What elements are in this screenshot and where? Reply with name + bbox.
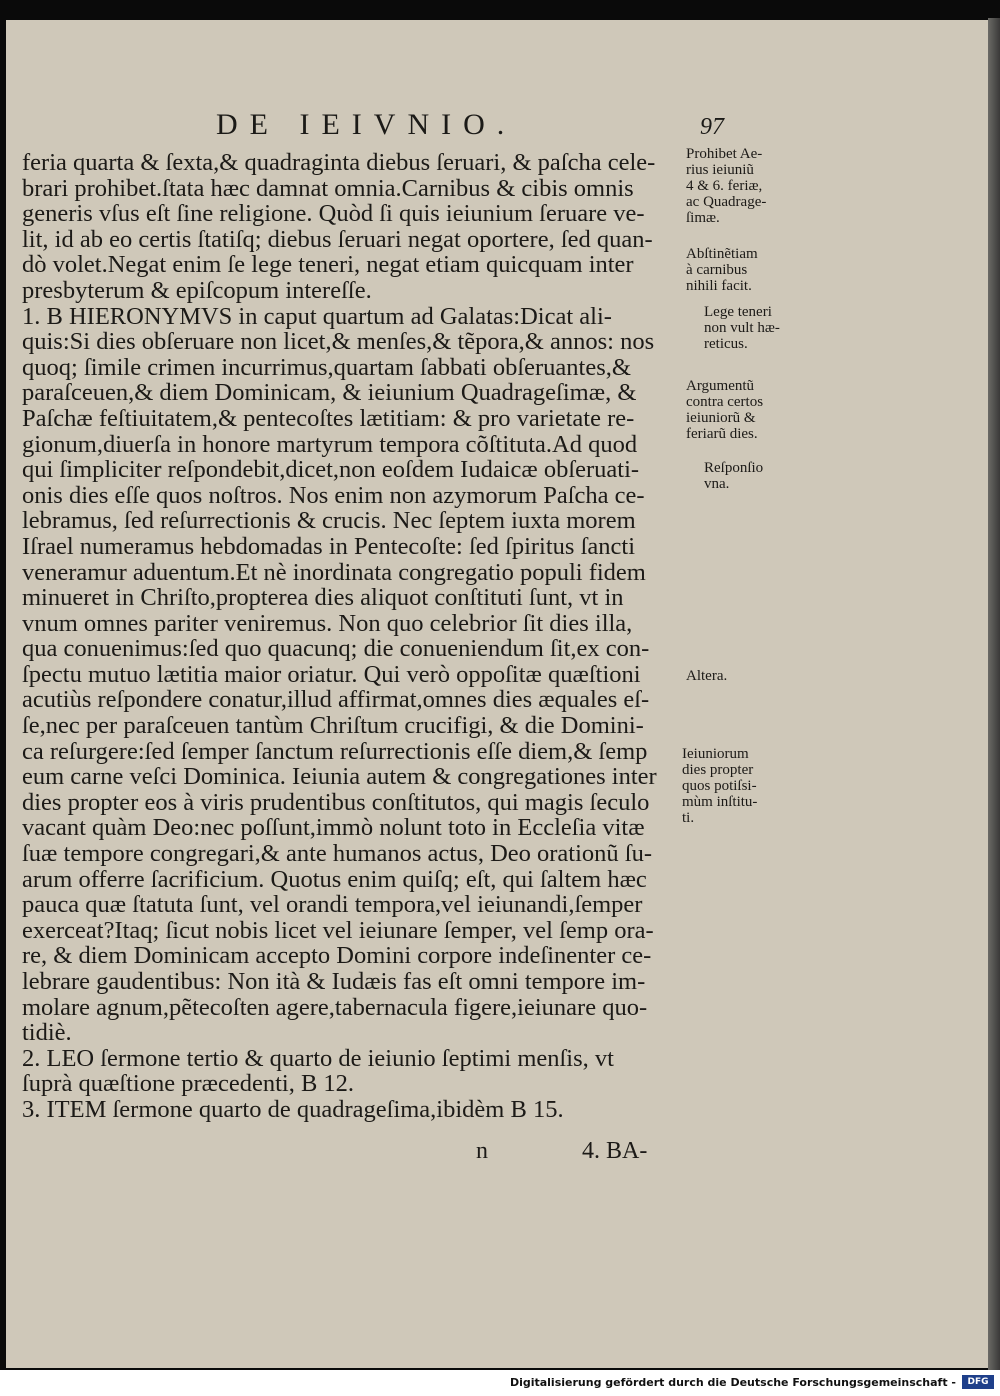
text-line: lebramus, ſed reſurrectionis & crucis. Nec ſeptem iuxta morem	[22, 508, 636, 534]
margin-note-line: ti.	[682, 810, 695, 826]
text-line: generis vſus eſt ſine religione. Quòd ſi quis ieiunium ſeruare ve-	[22, 201, 645, 227]
margin-note-line: Abſtinẽtiam	[686, 246, 758, 262]
book-page	[6, 20, 988, 1368]
text-line: ca reſurgere:ſed ſemper ſanctum reſurrectionis eſſe diem,& ſemp	[22, 738, 648, 765]
page-edge-shadow	[988, 18, 1000, 1370]
margin-note-aerius	[686, 146, 796, 226]
margin-note-line: Reſponſio	[704, 460, 764, 476]
text-line: brari prohibet.ſtata hæc damnat omnia.Carnibus & cibis omnis	[22, 175, 634, 202]
text-line: exerceat?Itaq; ſicut nobis licet vel ieiunare ſemper, vel ſemp ora-	[22, 917, 654, 944]
text-line: Iſrael numeramus hebdomadas in Pentecoſte: ſed ſpiritus ſancti	[22, 533, 636, 560]
margin-note-line: reticus.	[704, 336, 748, 352]
margin-note-line: à carnibus	[686, 262, 748, 278]
text-line: minueret in Chriſto,propterea dies aliquot conſtituti ſunt, vt in	[22, 585, 624, 611]
page-foot	[6, 1138, 988, 1168]
text-line: onis dies eſſe quos noſtros. Nos enim non azymorum Paſcha ce-	[22, 482, 645, 509]
text-line: gionum,diuerſa in honore martyrum tempora cõſtituta.Ad quod	[22, 431, 638, 458]
margin-note-line: ſimæ.	[686, 210, 720, 226]
margin-note-line: dies propter	[682, 762, 754, 778]
text-line: qua conuenimus:ſed quo quacunq; die conueniendum ſit,ex con-	[22, 636, 650, 662]
margin-note-line: Lege teneri	[704, 304, 772, 320]
margin-note-ieiuniorum	[682, 746, 792, 826]
margin-note-line: Argumentũ	[686, 378, 755, 394]
margin-note-line: vna.	[704, 476, 730, 492]
margin-note-line: mùm inſtitu-	[682, 794, 758, 810]
margin-note-line: ac Quadrage-	[686, 194, 767, 210]
margin-note-line: contra certos	[686, 394, 764, 410]
margin-note-line: Altera.	[686, 668, 728, 684]
margin-note-line: nihili facit.	[686, 278, 752, 294]
margin-note-line: feriarũ dies.	[686, 426, 758, 442]
text-line: qui ſimpliciter reſpondebit,dicet,non eoſdem Iudaicæ obſeruati-	[22, 457, 640, 483]
text-line: dies propter eos à viris prudentibus conſtitutos, qui magis ſeculo	[22, 789, 650, 816]
text-line: pauca quæ ſtatuta ſunt, vel orandi tempora,vel ieiunandi,ſemper	[22, 892, 643, 918]
margin-note-line: rius ieiuniũ	[686, 162, 754, 178]
margin-note-line: ieiuniorũ &	[686, 410, 756, 426]
page-header	[6, 108, 988, 148]
text-line: quis:Si dies obſeruare non licet,& menſes,& tẽpora,& annos: nos	[22, 329, 655, 355]
text-line: quoq; ſimile crimen incurrimus,quartam ſabbati obſeruantes,&	[22, 354, 631, 381]
main-text-block	[22, 150, 692, 1123]
text-line: re, & diem Dominicam accepto Domini corpore indeſinenter ce-	[22, 943, 652, 969]
margin-note-line: Prohibet Ae-	[686, 146, 763, 162]
text-line: Paſchæ feſtiuitatem,& pentecoſtes lætitiam: & pro varietate re-	[22, 405, 635, 432]
margin-note-abstinentia	[686, 246, 796, 294]
text-line: molare agnum,pẽtecoſten agere,tabernacula figere,ieiunare quo-	[22, 994, 648, 1021]
text-line: feria quarta & ſexta,& quadraginta diebus ſeruari, & paſcha cele-	[22, 150, 656, 176]
text-line: paraſceuen,& diem Dominicam, & ieiunium Quadrageſimæ, &	[22, 380, 637, 406]
text-line: 1. B HIERONYMVS in caput quartum ad Galatas:Dicat ali-	[22, 303, 612, 330]
page-number: 97	[700, 114, 724, 140]
text-line: ſe,nec per paraſceuen tantùm Chriſtum crucifigi, & die Domini-	[22, 713, 644, 739]
text-line: ſuæ tempore congregari,& ante humanos actus, Deo orationũ ſu-	[22, 841, 653, 867]
text-line: ſpectu mutuo lætitia maior oriatur. Qui verò oppoſitæ quæſtioni	[22, 661, 641, 688]
catchword: 4. BA-	[582, 1138, 648, 1164]
text-line: ſuprà quæſtione præcedenti, B 12.	[22, 1071, 355, 1097]
text-line: 2. LEO ſermone tertio & quarto de ieiunio ſeptimi menſis, vt	[22, 1045, 614, 1072]
text-line: vacant quàm Deo:nec poſſunt,immò nolunt toto in Eccleſia vitæ	[22, 815, 645, 842]
margin-note-line: 4 & 6. feriæ,	[686, 178, 763, 194]
text-line: eum carne veſci Dominica. Ieiunia autem & congregationes inter	[22, 764, 657, 790]
margin-note-line: non vult hæ-	[704, 320, 780, 336]
margin-note-altera	[686, 668, 796, 684]
digitization-footer	[0, 1370, 1000, 1396]
running-title: DE IEIVNIO.	[216, 108, 517, 141]
text-line: tidiè.	[22, 1020, 72, 1046]
signature-mark: n	[476, 1138, 488, 1164]
text-line: dò volet.Negat enim ſe lege teneri, negat etiam quicquam inter	[22, 252, 634, 278]
text-line: veneramur aduentum.Et nè inordinata congregatio populi fidem	[22, 559, 646, 586]
dfg-logo: DFG	[962, 1375, 994, 1389]
margin-note-line: Ieiuniorum	[682, 746, 749, 762]
text-line: arum offerre ſacrificium. Quotus enim quiſq; eſt, qui ſaltem hæc	[22, 866, 647, 893]
margin-note-lege-teneri	[704, 304, 814, 352]
margin-note-line: quos potiſsi-	[682, 778, 757, 794]
text-line: acutiùs reſpondere conatur,illud affirmat,omnes dies æquales eſ-	[22, 687, 650, 714]
text-line: 3. ITEM ſermone quarto de quadrageſima,ibidèm B 15.	[22, 1096, 564, 1123]
text-line: lit, id ab eo certis ſtatiſq; diebus ſeruari negat oportere, ſed quan-	[22, 226, 653, 253]
funding-credit: Digitalisierung gefördert durch die Deutsche Forschungsgemeinschaft -	[509, 1376, 956, 1389]
margin-note-argumentum	[686, 378, 796, 442]
text-line: vnum omnes pariter veniremus. Non quo celebrior ſit dies illa,	[22, 610, 633, 637]
text-line: lebrare gaudentibus: Non ità & Iudæis fas eſt omni tempore im-	[22, 969, 646, 995]
margin-note-responsio	[704, 460, 814, 492]
text-line: presbyterum & epiſcopum intereſſe.	[22, 277, 372, 304]
